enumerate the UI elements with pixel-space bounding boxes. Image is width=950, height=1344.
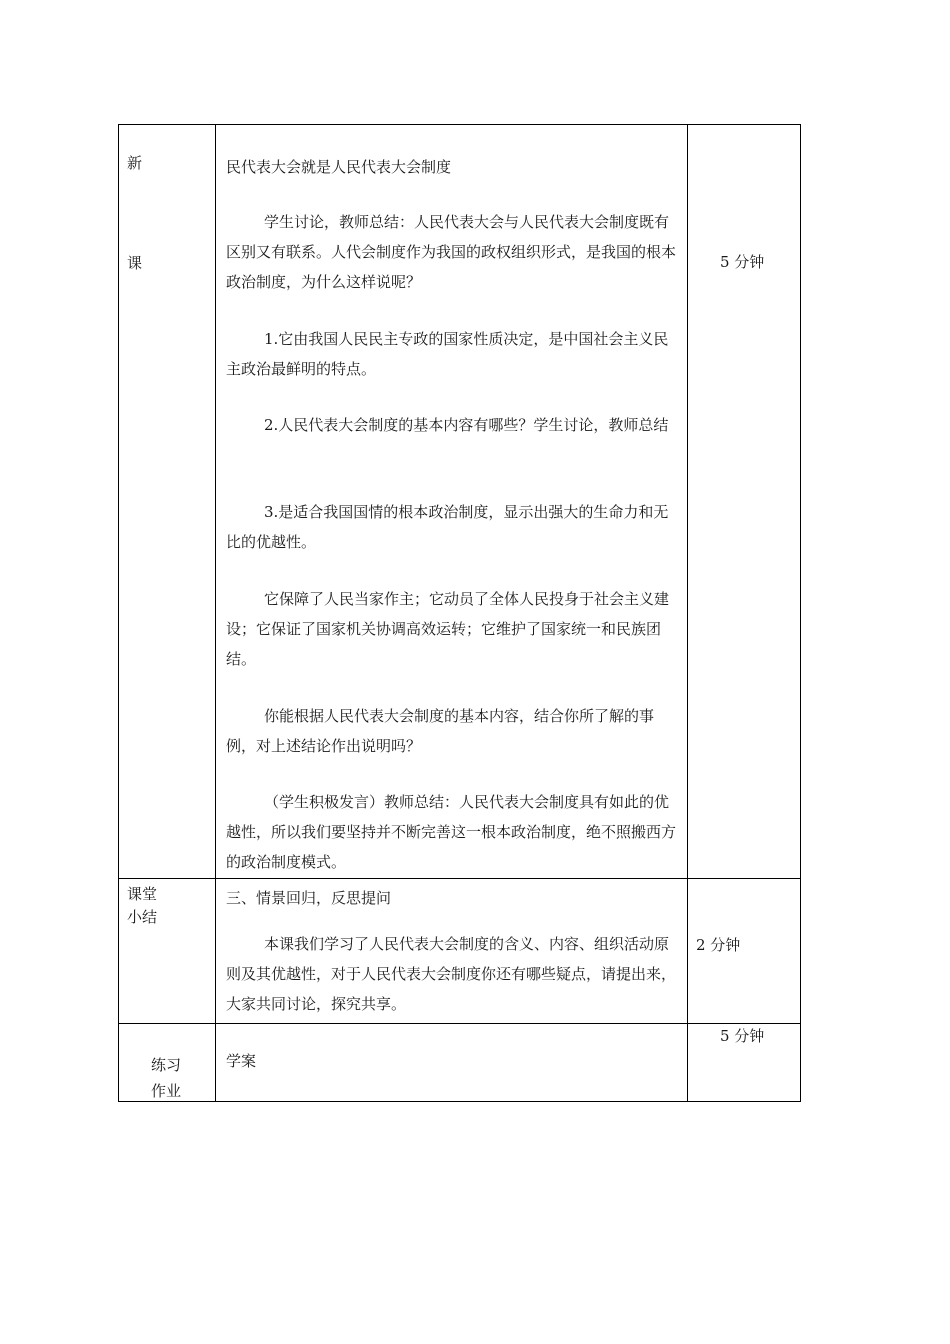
homework-label-line1: 练习 bbox=[151, 1056, 182, 1074]
new-lesson-paragraph bbox=[226, 497, 678, 557]
new-lesson-paragraph bbox=[226, 787, 678, 877]
summary-label-line1: 课堂 bbox=[127, 885, 158, 903]
summary-time: 2 分钟 bbox=[696, 936, 741, 954]
summary-heading: 三、情景回归，反思提问 bbox=[226, 889, 392, 907]
paragraph-text: 本课我们学习了人民代表大会制度的含义、内容、组织活动原则及其优越性，对于人民代表大会制度你还有哪些疑点，请提出来，大家共同讨论，探究共享。 bbox=[226, 935, 677, 1013]
column-divider-1 bbox=[215, 124, 216, 1102]
paragraph-text: 3.是适合我国国情的根本政治制度，显示出强大的生命力和无比的优越性。 bbox=[226, 503, 669, 551]
paragraph-text: 1.它由我国人民民主专政的国家性质决定，是中国社会主义民主政治最鲜明的特点。 bbox=[226, 330, 669, 378]
row-divider-2 bbox=[118, 1023, 801, 1024]
column-divider-2 bbox=[687, 124, 688, 1102]
homework-time: 5 分钟 bbox=[720, 1027, 765, 1045]
new-lesson-paragraph bbox=[226, 584, 678, 674]
row-divider-1 bbox=[118, 878, 801, 879]
table-border-left bbox=[118, 124, 119, 1102]
new-lesson-paragraph bbox=[226, 207, 678, 297]
homework-content: 学案 bbox=[226, 1052, 257, 1070]
table-border-right bbox=[800, 124, 801, 1102]
paragraph-text: 学生讨论，教师总结：人民代表大会与人民代表大会制度既有区别又有联系。人代会制度作为我国的政权组织形式，是我国的根本政治制度，为什么这样说呢？ bbox=[226, 213, 677, 291]
new-lesson-paragraph bbox=[226, 324, 678, 384]
new-lesson-intro-line: 民代表大会就是人民代表大会制度 bbox=[226, 158, 452, 176]
paragraph-text: 2.人民代表大会制度的基本内容有哪些？学生讨论，教师总结 bbox=[264, 416, 669, 434]
new-lesson-time: 5 分钟 bbox=[720, 253, 765, 271]
paragraph-text: （学生积极发言）教师总结：人民代表大会制度具有如此的优越性，所以我们要坚持并不断完善这一根本政治制度，绝不照搬西方的政治制度模式。 bbox=[226, 793, 677, 871]
summary-paragraph bbox=[226, 929, 678, 1019]
summary-label-line2: 小结 bbox=[127, 908, 158, 926]
new-lesson-paragraph bbox=[226, 410, 678, 440]
homework-label-line2: 作业 bbox=[151, 1082, 182, 1100]
new-lesson-label-bottom: 课 bbox=[127, 254, 143, 272]
paragraph-text: 它保障了人民当家作主；它动员了全体人民投身于社会主义建设；它保证了国家机关协调高效运转；它维护了国家统一和民族团结。 bbox=[226, 590, 670, 668]
table-border-top bbox=[118, 124, 801, 125]
new-lesson-label-top: 新 bbox=[127, 154, 143, 172]
new-lesson-paragraph bbox=[226, 701, 678, 761]
table-border-bottom bbox=[118, 1101, 801, 1102]
paragraph-text: 你能根据人民代表大会制度的基本内容，结合你所了解的事例，对上述结论作出说明吗？ bbox=[226, 707, 655, 755]
